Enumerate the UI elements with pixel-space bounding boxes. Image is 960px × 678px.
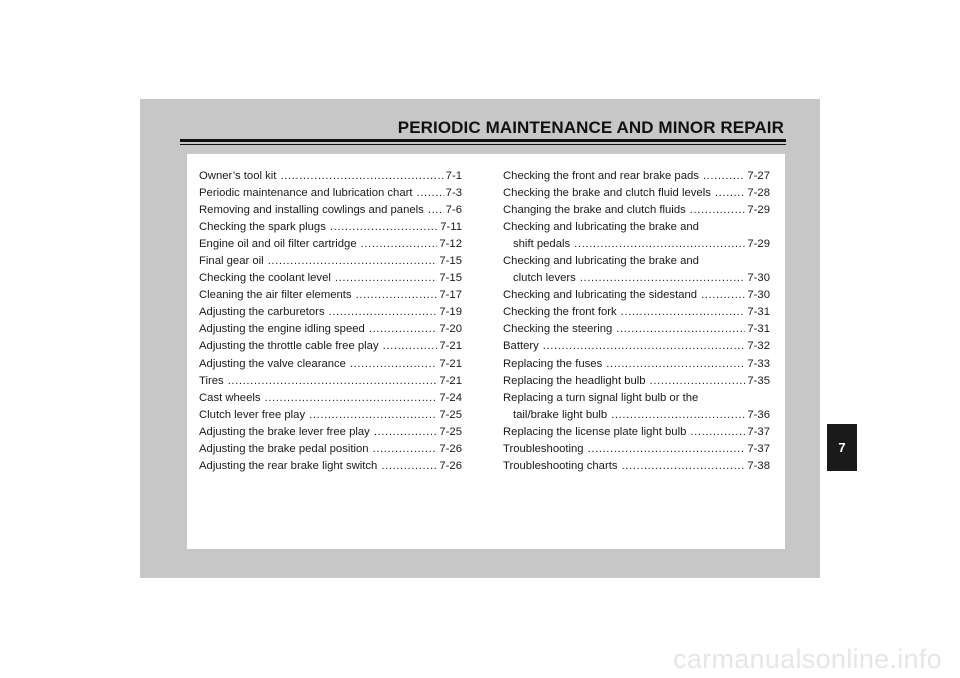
toc-dot-leader	[690, 202, 746, 219]
toc-entry-page: 7-28	[747, 187, 770, 200]
toc-entry-page: 7-37	[747, 442, 770, 455]
toc-entry-page: 7-25	[439, 425, 462, 438]
toc-dot-leader	[606, 356, 745, 373]
header-rule-thick	[180, 139, 786, 142]
toc-entry-page: 7-24	[439, 391, 462, 404]
toc-entry-title: Adjusting the rear brake light switch	[199, 459, 378, 472]
toc-entry	[503, 236, 770, 253]
toc-entry	[199, 287, 462, 304]
toc-entry-title: Final gear oil	[199, 255, 264, 268]
toc-entry-page: 7-31	[747, 323, 770, 336]
toc-dot-leader	[588, 441, 746, 458]
toc-entry	[503, 407, 770, 424]
toc-dot-leader	[280, 168, 443, 185]
toc-entry	[503, 373, 770, 390]
toc-entry-title: Replacing the headlight bulb	[503, 374, 646, 387]
toc-entry-title: Clutch lever free play	[199, 408, 306, 421]
toc-dot-leader	[701, 287, 745, 304]
toc-dot-leader	[428, 202, 444, 219]
toc-entry	[503, 270, 770, 287]
toc-entry-title: Replacing the license plate light bulb	[503, 425, 687, 438]
manual-page	[140, 99, 820, 578]
toc-entry-page: 7-21	[439, 374, 462, 387]
toc-entry-title: clutch levers	[513, 272, 576, 285]
toc-dot-leader	[373, 441, 438, 458]
toc-entry-page: 7-25	[439, 408, 462, 421]
toc-dot-leader	[616, 321, 745, 338]
toc-entry	[199, 390, 462, 407]
toc-entry-title: Checking and lubricating the sidestand	[503, 289, 698, 302]
toc-entry-page: 7-29	[747, 238, 770, 251]
toc-entry-title: Checking the front and rear brake pads	[503, 170, 699, 182]
toc-entry	[199, 219, 462, 236]
toc-entry	[199, 168, 462, 185]
toc-entry-title: Checking the coolant level	[199, 272, 331, 285]
toc-entry-page: 7-32	[747, 340, 770, 353]
toc-entry-page: 7-31	[747, 306, 770, 319]
toc-entry-title: Owner’s tool kit	[199, 170, 277, 182]
toc-entry-title: tail/brake light bulb	[513, 408, 608, 421]
toc-entry-page: 7-21	[439, 340, 462, 353]
toc-entry	[199, 253, 462, 270]
toc-entry-page: 7-3	[445, 187, 462, 200]
toc-entry-page: 7-30	[747, 289, 770, 302]
toc-dot-leader	[650, 373, 746, 390]
toc-entry-page: 7-26	[439, 442, 462, 455]
toc-entry-title: Adjusting the carburetors	[199, 306, 325, 319]
toc-entry	[503, 458, 770, 475]
toc-entry	[503, 287, 770, 304]
toc-entry	[199, 441, 462, 458]
toc-entry-page: 7-12	[439, 238, 462, 251]
toc-entry-title: Replacing the fuses	[503, 357, 603, 370]
toc-entry-page: 7-20	[439, 323, 462, 336]
toc-dot-leader	[703, 168, 745, 185]
toc-entry-page: 7-37	[747, 425, 770, 438]
toc-entry	[503, 441, 770, 458]
toc-dot-leader	[621, 304, 746, 321]
toc-entry-title: Checking the front fork	[503, 306, 617, 319]
toc-entry	[199, 424, 462, 441]
toc-entry-page: 7-29	[747, 204, 770, 217]
toc-dot-leader	[361, 236, 438, 253]
toc-entry	[199, 202, 462, 219]
toc-entry-page: 7-19	[439, 306, 462, 319]
toc-entry-page: 7-36	[747, 408, 770, 421]
toc-dot-leader	[715, 185, 746, 202]
header-rule-thin	[180, 144, 786, 145]
toc-panel	[187, 154, 785, 549]
toc-entry	[199, 270, 462, 287]
toc-entry-page: 7-6	[445, 204, 462, 217]
toc-dot-leader	[335, 270, 437, 287]
toc-entry	[503, 304, 770, 321]
toc-entry-page: 7-35	[747, 374, 770, 387]
toc-dot-leader	[690, 424, 745, 441]
toc-entry-title: Changing the brake and clutch fluids	[503, 204, 686, 217]
toc-dot-leader	[417, 185, 444, 202]
toc-entry-title: Troubleshooting	[503, 442, 584, 455]
toc-entry	[199, 338, 462, 355]
toc-entry-title: Adjusting the brake pedal position	[199, 442, 369, 455]
toc-dot-leader	[374, 424, 438, 441]
toc-dot-leader	[268, 253, 438, 270]
toc-entry-title: Checking the brake and clutch fluid levels	[503, 187, 711, 200]
toc-entry-title: Tires	[199, 374, 224, 387]
toc-entry-title: Removing and installing cowlings and panels	[199, 204, 424, 217]
toc-entry	[199, 373, 462, 390]
toc-entry	[199, 321, 462, 338]
toc-entry-title: Adjusting the throttle cable free play	[199, 340, 379, 353]
toc-column-right	[503, 168, 770, 475]
toc-dot-leader	[611, 407, 745, 424]
toc-entry-title: Periodic maintenance and lubrication chart	[199, 187, 413, 200]
toc-dot-leader	[356, 287, 438, 304]
toc-entry-line: Checking and lubricating the brake and	[503, 255, 699, 268]
toc-dot-leader	[309, 407, 437, 424]
toc-entry-page: 7-27	[747, 170, 770, 182]
toc-entry	[199, 356, 462, 373]
toc-entry-title: Battery	[503, 340, 539, 353]
toc-entry-page: 7-1	[445, 170, 462, 182]
toc-entry	[503, 338, 770, 355]
page-title: PERIODIC MAINTENANCE AND MINOR REPAIR	[397, 118, 784, 137]
toc-entry-page: 7-15	[439, 255, 462, 268]
toc-entry	[503, 185, 770, 202]
toc-dot-leader	[265, 390, 438, 407]
toc-entry	[199, 458, 462, 475]
toc-entry-page: 7-26	[439, 459, 462, 472]
toc-entry-page: 7-17	[439, 289, 462, 302]
toc-entry-title: Checking the spark plugs	[199, 221, 326, 234]
toc-entry-page: 7-30	[747, 272, 770, 285]
toc-entry	[503, 202, 770, 219]
toc-entry-page: 7-15	[439, 272, 462, 285]
toc-dot-leader	[330, 219, 438, 236]
watermark: carmanualsonline.info	[673, 644, 942, 674]
toc-entry-line: Replacing a turn signal light bulb or the	[503, 391, 699, 404]
toc-entry	[199, 185, 462, 202]
toc-entry-title: Adjusting the engine idling speed	[199, 323, 365, 336]
toc-entry	[503, 321, 770, 338]
toc-dot-leader	[350, 356, 437, 373]
toc-entry-page: 7-11	[440, 221, 462, 234]
toc-dot-leader	[369, 321, 438, 338]
chapter-tab: 7	[827, 424, 857, 471]
toc-entry-line: Checking and lubricating the brake and	[503, 221, 699, 234]
toc-entry	[199, 407, 462, 424]
toc-entry-title: Cleaning the air filter elements	[199, 289, 352, 302]
toc-entry-title: Engine oil and oil filter cartridge	[199, 238, 357, 251]
toc-dot-leader	[622, 458, 746, 475]
toc-entry-title: Adjusting the brake lever free play	[199, 425, 370, 438]
toc-column-left	[199, 168, 462, 475]
toc-dot-leader	[381, 458, 437, 475]
toc-entry-page: 7-38	[747, 459, 770, 472]
toc-entry-title: Troubleshooting charts	[503, 459, 618, 472]
toc-dot-leader	[543, 338, 746, 355]
toc-entry-title: Checking the steering	[503, 323, 613, 336]
toc-dot-leader	[580, 270, 746, 287]
toc-dot-leader	[329, 304, 438, 321]
toc-entry	[199, 236, 462, 253]
toc-entry-title: Adjusting the valve clearance	[199, 357, 346, 370]
toc-entry	[503, 356, 770, 373]
toc-entry	[503, 168, 770, 185]
toc-entry-page: 7-33	[747, 357, 770, 370]
toc-entry-title: shift pedals	[513, 238, 571, 251]
toc-dot-leader	[574, 236, 745, 253]
toc-dot-leader	[228, 373, 438, 390]
toc-entry	[503, 424, 770, 441]
toc-entry	[199, 304, 462, 321]
toc-dot-leader	[383, 338, 438, 355]
toc-entry-page: 7-21	[439, 357, 462, 370]
toc-entry-title: Cast wheels	[199, 391, 261, 404]
